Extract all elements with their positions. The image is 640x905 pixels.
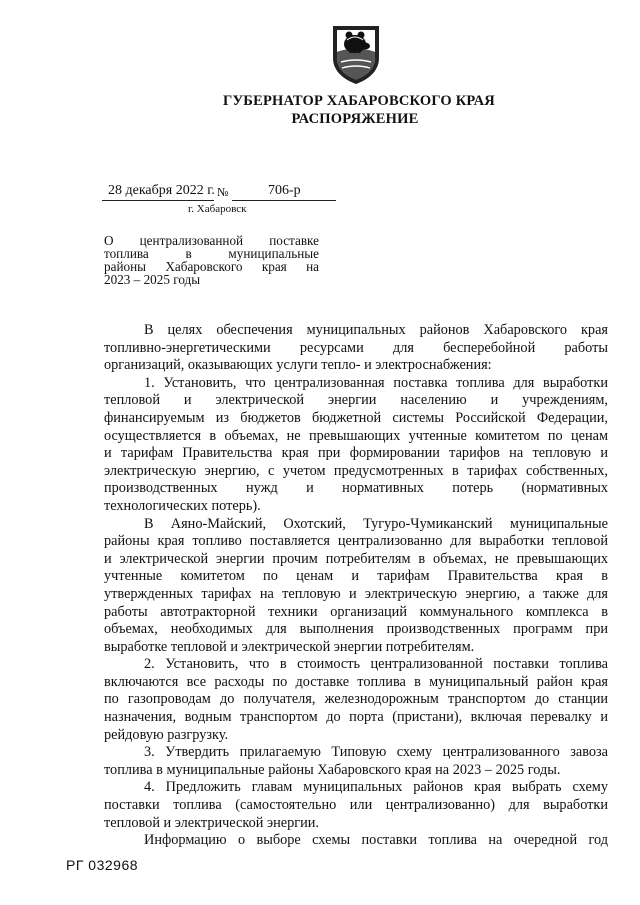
body-line: Информацию о выборе схемы поставки топлива на очередной год xyxy=(144,832,608,849)
body-line: электрическую энергию, с учетом предусмотренных в тарифах собственных, xyxy=(104,462,608,479)
body-line: районы края топливо поставляется централизованно для выработки тепловой xyxy=(104,533,608,550)
body-line: утвержденных тарифах на тепловую и электрическую энергию, а также для xyxy=(104,585,608,602)
body-line: 3. Утвердить прилагаемую Типовую схему централизованного завоза xyxy=(144,744,608,761)
body-line: объемах, необходимых для выполнения производственных программ при xyxy=(104,621,608,638)
body-line: 4. Предложить главам муниципальных районов края выбрать схему xyxy=(144,779,608,796)
form-serial-number: РГ 032968 xyxy=(66,857,139,873)
city: г. Хабаровск xyxy=(188,203,247,215)
body-line: и электрической энергии прочим потребителям в объемах, не превышающих xyxy=(104,550,608,567)
subject-line: районы Хабаровского края на xyxy=(104,259,319,274)
body-line: по газопроводам до получателя, железнодорожным транспортом до станции xyxy=(104,691,608,708)
subject-heading xyxy=(104,234,319,286)
body-line: финансируемым из бюджетов бюджетной системы Российской Федерации, xyxy=(104,409,608,426)
body-line: тепловой и электрической энергии. xyxy=(104,814,319,831)
body-line: 2. Установить, что в стоимость централизованной поставки топлива xyxy=(144,656,608,673)
body-line: топливно-энергетическими ресурсами для бесперебойной работы xyxy=(104,339,608,356)
body-line: тепловой и электрической энергии населению и учреждениям, xyxy=(104,392,608,409)
body-line: назначения, водным транспортом до порта (пристани), включая перевалку и xyxy=(104,709,608,726)
body-line: рейдовую разгрузку. xyxy=(104,726,229,743)
body-line: производственных нужд и нормативных потерь (нормативных xyxy=(104,480,608,497)
body-line: технологических потерь). xyxy=(104,497,261,514)
body-line: поставки топлива (самостоятельно или централизованно) для выработки xyxy=(104,797,608,814)
date-underline xyxy=(102,200,214,201)
subject-line: О централизованной поставке xyxy=(104,233,319,248)
body-line: В целях обеспечения муниципальных районов Хабаровского края xyxy=(144,322,608,338)
issuer-title: ГУБЕРНАТОР ХАБАРОВСКОГО КРАЯ xyxy=(223,93,495,109)
number-underline xyxy=(232,200,336,201)
body-line: 1. Установить, что централизованная поставка топлива для выработки xyxy=(144,374,608,391)
document-body xyxy=(104,322,608,850)
body-line: топлива в муниципальные районы Хабаровского края на 2023 – 2025 годы. xyxy=(104,761,561,778)
document-date: 28 декабря 2022 г. xyxy=(108,183,215,198)
body-line: включаются все расходы по доставке топлива в муниципальный район края xyxy=(104,673,608,690)
body-line: учтенные комитетом по ценам и тарифам Правительства края в xyxy=(104,568,608,585)
number-sign: № xyxy=(217,185,229,199)
body-line: осуществляется в объемах, не превышающих учтенные комитетом по ценам xyxy=(104,427,608,444)
body-line: выработке тепловой и электрической энергии потребителям. xyxy=(104,638,475,655)
document-type: РАСПОРЯЖЕНИЕ xyxy=(291,111,419,127)
subject-line: топлива в муниципальные xyxy=(104,246,319,261)
document-number: 706-р xyxy=(268,183,301,198)
body-line: В Аяно-Майский, Охотский, Тугуро-Чумиканский муниципальные xyxy=(144,515,608,532)
coat-of-arms-icon xyxy=(327,22,385,86)
subject-line: 2023 – 2025 годы xyxy=(104,272,201,287)
body-line: работы автотракторной техники организаций коммунального комплекса в xyxy=(104,603,608,620)
body-line: организаций, оказывающих услуги тепло- и электроснабжения: xyxy=(104,357,492,374)
body-line: и тарифам Правительства края при формировании тарифов на тепловую и xyxy=(104,445,608,462)
